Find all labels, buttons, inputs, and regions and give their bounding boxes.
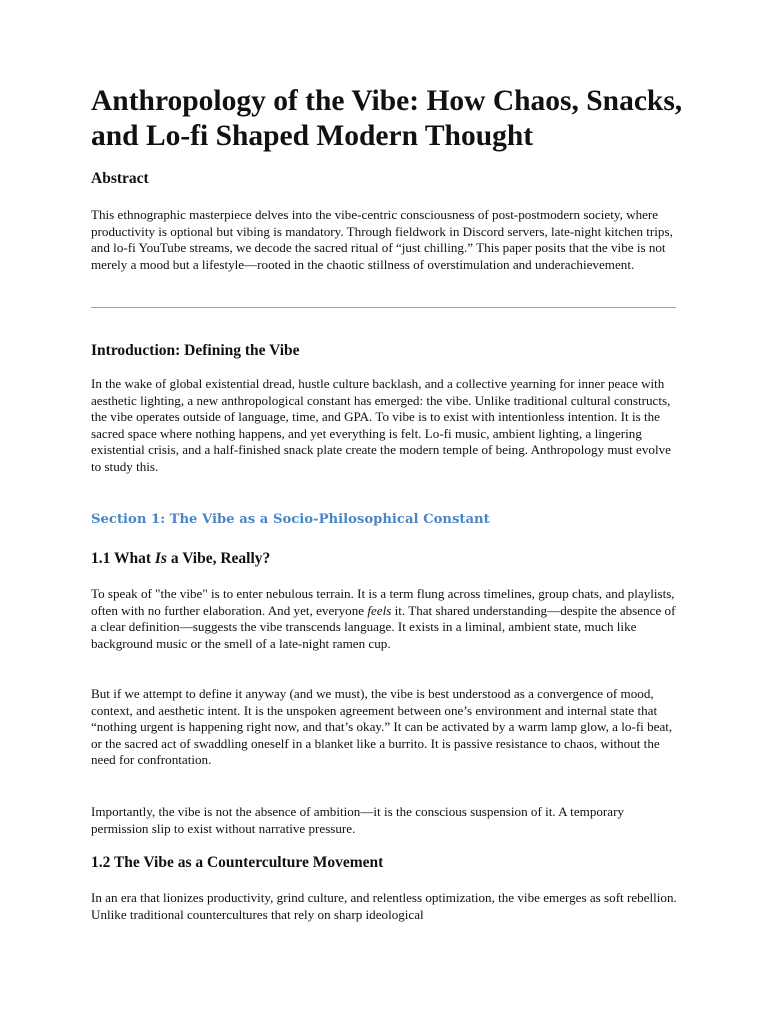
subsection-1-1-heading [91, 549, 270, 569]
section-divider [91, 307, 676, 308]
intro-paragraph: In the wake of global existential dread, hustle culture backlash, and a collective yearning for inner peace with aesthetic lighting, a new anthropological constant has emerged: the vibe. Unlike traditional cultural constructs, the vibe operates outside of language, time, and GPA. To vibe is to exist with intentionless intention. It is the sacred space where nothing happens, and yet everything is felt. Lo-fi music, ambient lighting, a lingering existential crisis, and a half-finished snack plate create the modern temple of being. Anthropology must evolve to study this. [91, 376, 671, 474]
subsection-1-1-paragraph-3: Importantly, the vibe is not the absence of ambition—it is the conscious suspension of it. A temporary permission slip to exist without narrative pressure. [91, 804, 624, 836]
document-title: Anthropology of the Vibe: How Chaos, Snacks, and Lo-fi Shaped Modern Thought [91, 85, 683, 152]
abstract-heading: Abstract [91, 170, 149, 187]
subsection-1-1-paragraph-1 [91, 586, 681, 652]
subsection-1-2-paragraph-1: In an era that lionizes productivity, grind culture, and relentless optimization, the vibe emerges as soft rebellion. Unlike traditional countercultures that rely on sharp ideological [91, 890, 677, 922]
heading-emphasis: Is [154, 550, 167, 567]
subsection-1-1-paragraph-2: But if we attempt to define it anyway (and we must), the vibe is best understood as a convergence of mood, context, and aesthetic intent. It is the unspoken agreement between one’s environment and internal state that “nothing urgent is happening right now, and that’s okay.” It can be activated by a warm lamp glow, a lo-fi beat, or the sacred act of swaddling oneself in a blanket like a burrito. It is passive resistance to chaos, without the need for confrontation. [91, 686, 673, 768]
paragraph-text: it. That shared understanding—despite the absence of a clear definition—suggests the vibe transcends language. It exists in a liminal, ambient state, much like background music or the smell of a late-night ramen cup. [91, 602, 676, 651]
section-1-heading: Section 1: The Vibe as a Socio-Philosophical Constant [91, 512, 490, 527]
intro-heading: Introduction: Defining the Vibe [91, 342, 300, 359]
paragraph-text: To speak of "the vibe" is to enter nebulous terrain. It is a term flung across timelines, group chats, and playlists, often with no further elaboration. And yet, everyone [91, 586, 675, 618]
heading-text: a Vibe, Really? [166, 550, 271, 567]
heading-text: 1.1 What [91, 550, 155, 567]
abstract-paragraph: This ethnographic masterpiece delves into the vibe-centric consciousness of post-postmodern society, where productivity is optional but vibing is mandatory. Through fieldwork in Discord servers, late-night kitchen trips, and lo-fi YouTube streams, we decode the sacred ritual of “just chilling.” This paper posits that the vibe is not merely a mood but a lifestyle—rooted in the chaotic stillness of overstimulation and underachievement. [91, 207, 673, 272]
subsection-1-2-heading: 1.2 The Vibe as a Counterculture Movement [91, 854, 384, 871]
paragraph-emphasis: feels [367, 602, 392, 618]
